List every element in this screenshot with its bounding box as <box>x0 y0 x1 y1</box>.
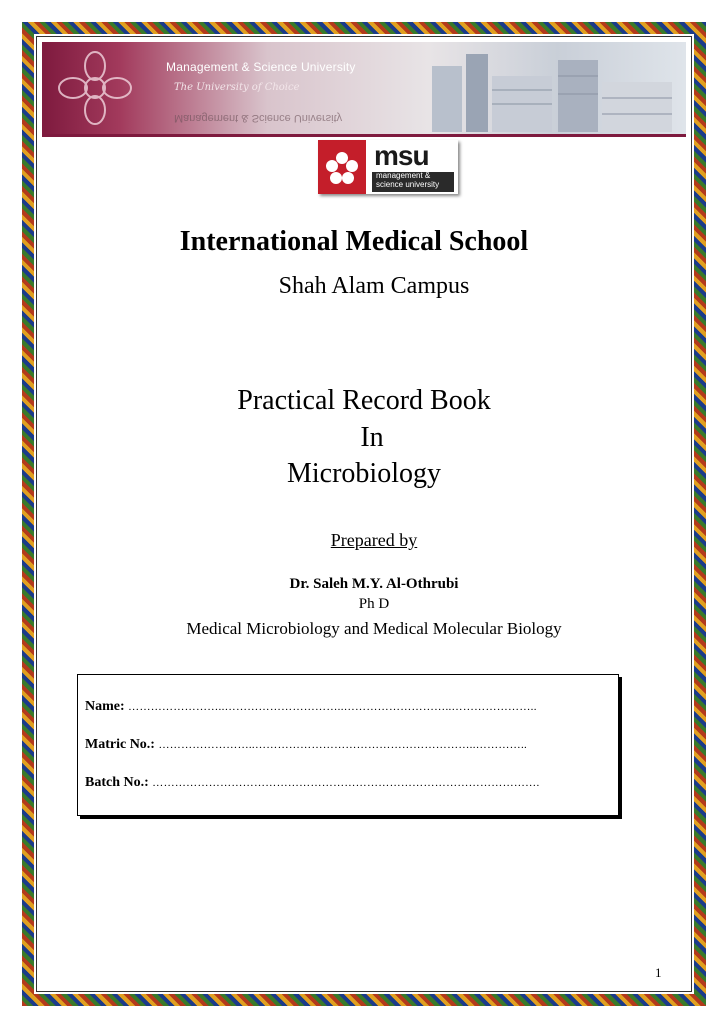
header-banner <box>42 42 686 134</box>
flower-icon <box>50 48 140 128</box>
banner-university-name: Management & Science University <box>166 60 356 74</box>
author-degree: Ph D <box>358 596 390 612</box>
logo-subtitle <box>376 171 439 189</box>
school-name: International Medical School <box>179 226 529 257</box>
batch-fill-line[interactable]: …………………………………………………………………………………………. <box>152 777 540 789</box>
campus-name: Shah Alam Campus <box>278 273 470 299</box>
author-name: Dr. Saleh M.Y. Al-Othrubi <box>289 576 459 592</box>
prepared-by-label: Prepared by <box>330 530 418 550</box>
logo-subtitle-line2: science university <box>376 180 440 189</box>
book-title-line1: Practical Record Book <box>237 385 491 416</box>
name-label: Name: <box>85 699 125 714</box>
banner-reflection: Management & Science University <box>174 112 343 124</box>
matric-label: Matric No.: <box>85 737 155 752</box>
page-number: 1 <box>655 965 662 980</box>
author-specialty: Medical Microbiology and Medical Molecular Biology <box>186 619 562 638</box>
banner-motto: The University of Choice <box>174 82 300 93</box>
hibiscus-icon <box>324 150 360 186</box>
logo-wordmark: msu <box>374 140 429 171</box>
name-fill-line[interactable]: ……………………..…………………………..………………………..………………….. <box>128 701 537 713</box>
logo-red-panel <box>318 140 366 194</box>
logo-subtitle-line1: management & <box>376 171 431 180</box>
book-title-line3: Microbiology <box>287 458 441 489</box>
matric-field[interactable] <box>85 737 527 753</box>
student-details-box <box>77 674 619 816</box>
matric-fill-line[interactable]: ……………………..…………………………………………………..………….. <box>158 739 528 751</box>
name-field[interactable] <box>85 699 537 715</box>
msu-logo <box>318 140 458 194</box>
book-title-line2: In <box>360 422 384 453</box>
batch-label: Batch No.: <box>85 775 149 790</box>
banner-divider <box>42 134 686 137</box>
batch-field[interactable] <box>85 775 540 791</box>
campus-building-image <box>422 46 682 132</box>
